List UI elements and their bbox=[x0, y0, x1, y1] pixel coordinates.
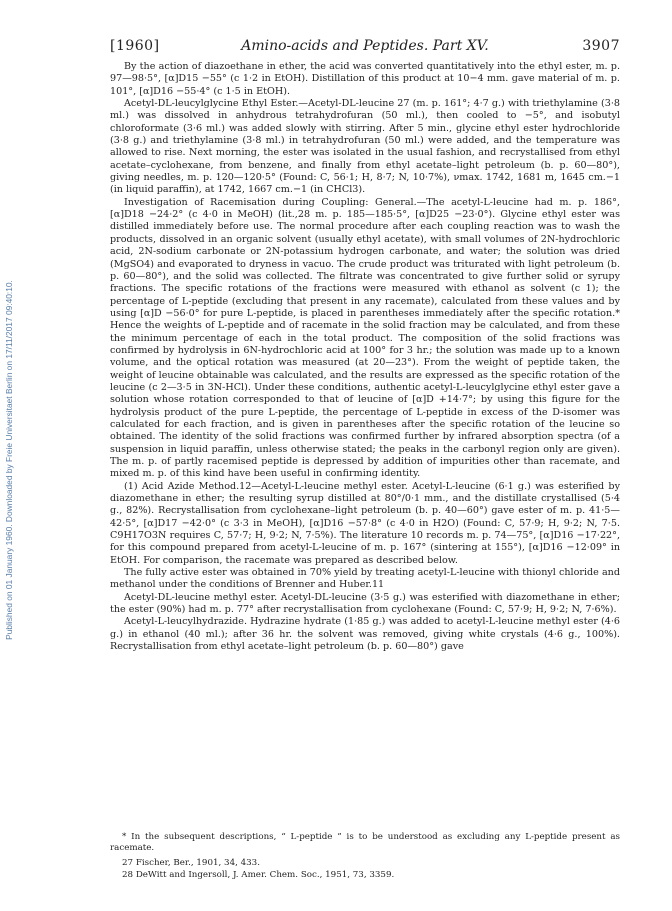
reference-27: 27 Fischer, Ber., 1901, 34, 433. bbox=[122, 858, 260, 869]
header-title: Amino-acids and Peptides. Part XV. bbox=[241, 38, 489, 54]
article-body bbox=[110, 61, 620, 654]
footnotes bbox=[110, 832, 620, 881]
paragraph-diazoethane: By the action of diazoethane in ether, the acid was converted quantitatively into the ethyl ester, m. p. 97—98·5°, [α]D15 −55° (c 1·2 in EtOH). Distillation of this product at 10−4 mm. gave material of m. p. 101°, [α]D16 −55·4° (c 1·5 in EtOH). bbox=[110, 61, 620, 97]
paragraph-active-ester: The fully active ester was obtained in 70% yield by treating acetyl-L-leucine with thionyl chloride and methanol under the conditions of Brenner and Huber.11 bbox=[110, 567, 620, 591]
side-note-text: Published on 01 January 1960. Downloaded by Freie Universitaet Berlin on 17/11/2017 09:40:10. bbox=[4, 280, 14, 640]
paragraph-dl-leucylglycine: Acetyl-DL-leucylglycine Ethyl Ester.—Acetyl-DL-leucine 27 (m. p. 161°; 4·7 g.) with triethylamine (3·8 ml.) was dissolved in anhydrous tetrahydrofuran (50 ml.), then cooled to −5°, and isobutyl chloroformate (3·6 ml.) was added slowly with stirring. After 5 min., glycine ethyl ester hydrochloride (3·8 g.) and triethylamine (3·8 ml.) in tetrahydrofuran (50 ml.) were added, and the temperature was allowed to rise. Next morning, the ester was isolated in the usual fashion, and recrystallised from ethyl acetate–cyclohexane, from benzene, and finally from ethyl acetate–light petroleum (b. p. 60—80°), giving needles, m. p. 120—120·5° (Found: C, 56·1; H, 8·7; N, 10·7%), νmax. 1742, 1681 m, 1645 cm.−1 (in liquid paraffin), at 1742, 1667 cm.−1 (in CHCl3). bbox=[110, 98, 620, 196]
footnote-asterisk: * In the subsequent descriptions, “ L-peptide ” is to be understood as excluding any L-peptide present as racemate. bbox=[110, 832, 620, 854]
running-header bbox=[110, 38, 620, 56]
header-year: [1960] bbox=[110, 38, 160, 54]
paragraph-dl-methyl-ester: Acetyl-DL-leucine methyl ester. Acetyl-DL-leucine (3·5 g.) was esterified with diazomethane in ether; the ester (90%) had m. p. 77° after recrystallisation from cyclohexane (Found: C, 57·9; H, 9·2; N, 7·6%). bbox=[110, 591, 620, 616]
paragraph-hydrazide: Acetyl-L-leucylhydrazide. Hydrazine hydrate (1·85 g.) was added to acetyl-L-leucine methyl ester (4·6 g.) in ethanol (40 ml.); after 36 hr. the solvent was removed, giving white crystals (4·6 g., 100%). Recrystallisation from ethyl acetate–light petroleum (b. p. 60—80°) gave bbox=[110, 616, 620, 653]
paragraph-racemisation: Investigation of Racemisation during Coupling: General.—The acetyl-L-leucine had m. p. 186°, [α]D18 −24·2° (c 4·0 in MeOH) (lit.,28 m. p. 185—185·5°, [α]D25 −23·0°). Glycine ethyl ester was distilled immediately before use. The normal procedure after each coupling reaction was to wash the products, dissolved in an organic solvent (usually ethyl acetate), with small volumes of 2N-hydrochloric acid, 2N-sodium carbonate or 2N-potassium hydrogen carbonate, and water; the solution was dried (MgSO4) and evaporated to dryness in vacuo. The crude product was triturated with light petroleum (b. p. 60—80°), and the solid was collected. The filtrate was concentrated to give further solid or syrupy fractions. The specific rotations of the fractions were measured with ethanol as solvent (c 1); the percentage of L-peptide (excluding that present in any racemate), calculated from these values and by using [α]D −56·0° for pure L-peptide, is placed in parentheses immediately after the specific rotation.* Hence the weights of L-peptide and of racemate in the solid fraction may be calculated, and from these the minimum percentage of each in the total product. The composition of the solid fractions was confirmed by hydrolysis in 6N-hydrochloric acid at 100° for 3 hr.; the solution was made up to a known volume, and the optical rotation was measured (at 20—23°). From the weight of peptide taken, the weight of leucine obtainable was calculated, and the results are expressed as the specific rotation of the leucine (c 2—3·5 in 3N-HCl). Under these conditions, authentic acetyl-L-leucylglycine ethyl ester gave a solution whose rotation corresponded to that of leucine of [α]D +14·7°; by using this figure for the hydrolysis product of the pure L-peptide, the percentage of L-peptide in excess of the D-isomer was calculated for each fraction, and is given in parentheses after the specific rotation of the leucine so obtained. The identity of the solid fractions was confirmed further by infrared absorption spectra (of a suspension in liquid paraffin, unless otherwise stated; the peaks in the carbonyl region only are given). The m. p. of partly racemised peptide is depressed by addition of impurities other than racemate, and mixed m. p. of this kind have been useful in confirming identity. bbox=[110, 196, 620, 480]
header-page-number: 3907 bbox=[582, 38, 620, 54]
reference-list bbox=[110, 858, 620, 880]
paragraph-acid-azide: (1) Acid Azide Method.12—Acetyl-L-leucine methyl ester. Acetyl-L-leucine (6·1 g.) was esterified by diazomethane in ether; the resulting syrup distilled at 80°/0·1 mm., and the distillate crystallised (5·4 g., 82%). Recrystallisation from cyclohexane–light petroleum (b. p. 40—60°) gave ester of m. p. 41·5—42·5°, [α]D17 −42·0° (c 3·3 in MeOH), [α]D16 −57·8° (c 4·0 in H2O) (Found: C, 57·9; H, 9·2; N, 7·5. C9H17O3N requires C, 57·7; H, 9·2; N, 7·5%). The literature 10 records m. p. 74—75°, [α]D16 −17·22°, for this compound prepared from acetyl-L-leucine of m. p. 167° (sintering at 155°), [α]D16 −12·09° in EtOH. For comparison, the racemate was prepared as described below. bbox=[110, 480, 620, 566]
reference-28: 28 DeWitt and Ingersoll, J. Amer. Chem. Soc., 1951, 73, 3359. bbox=[122, 869, 395, 880]
download-side-note bbox=[0, 80, 18, 840]
